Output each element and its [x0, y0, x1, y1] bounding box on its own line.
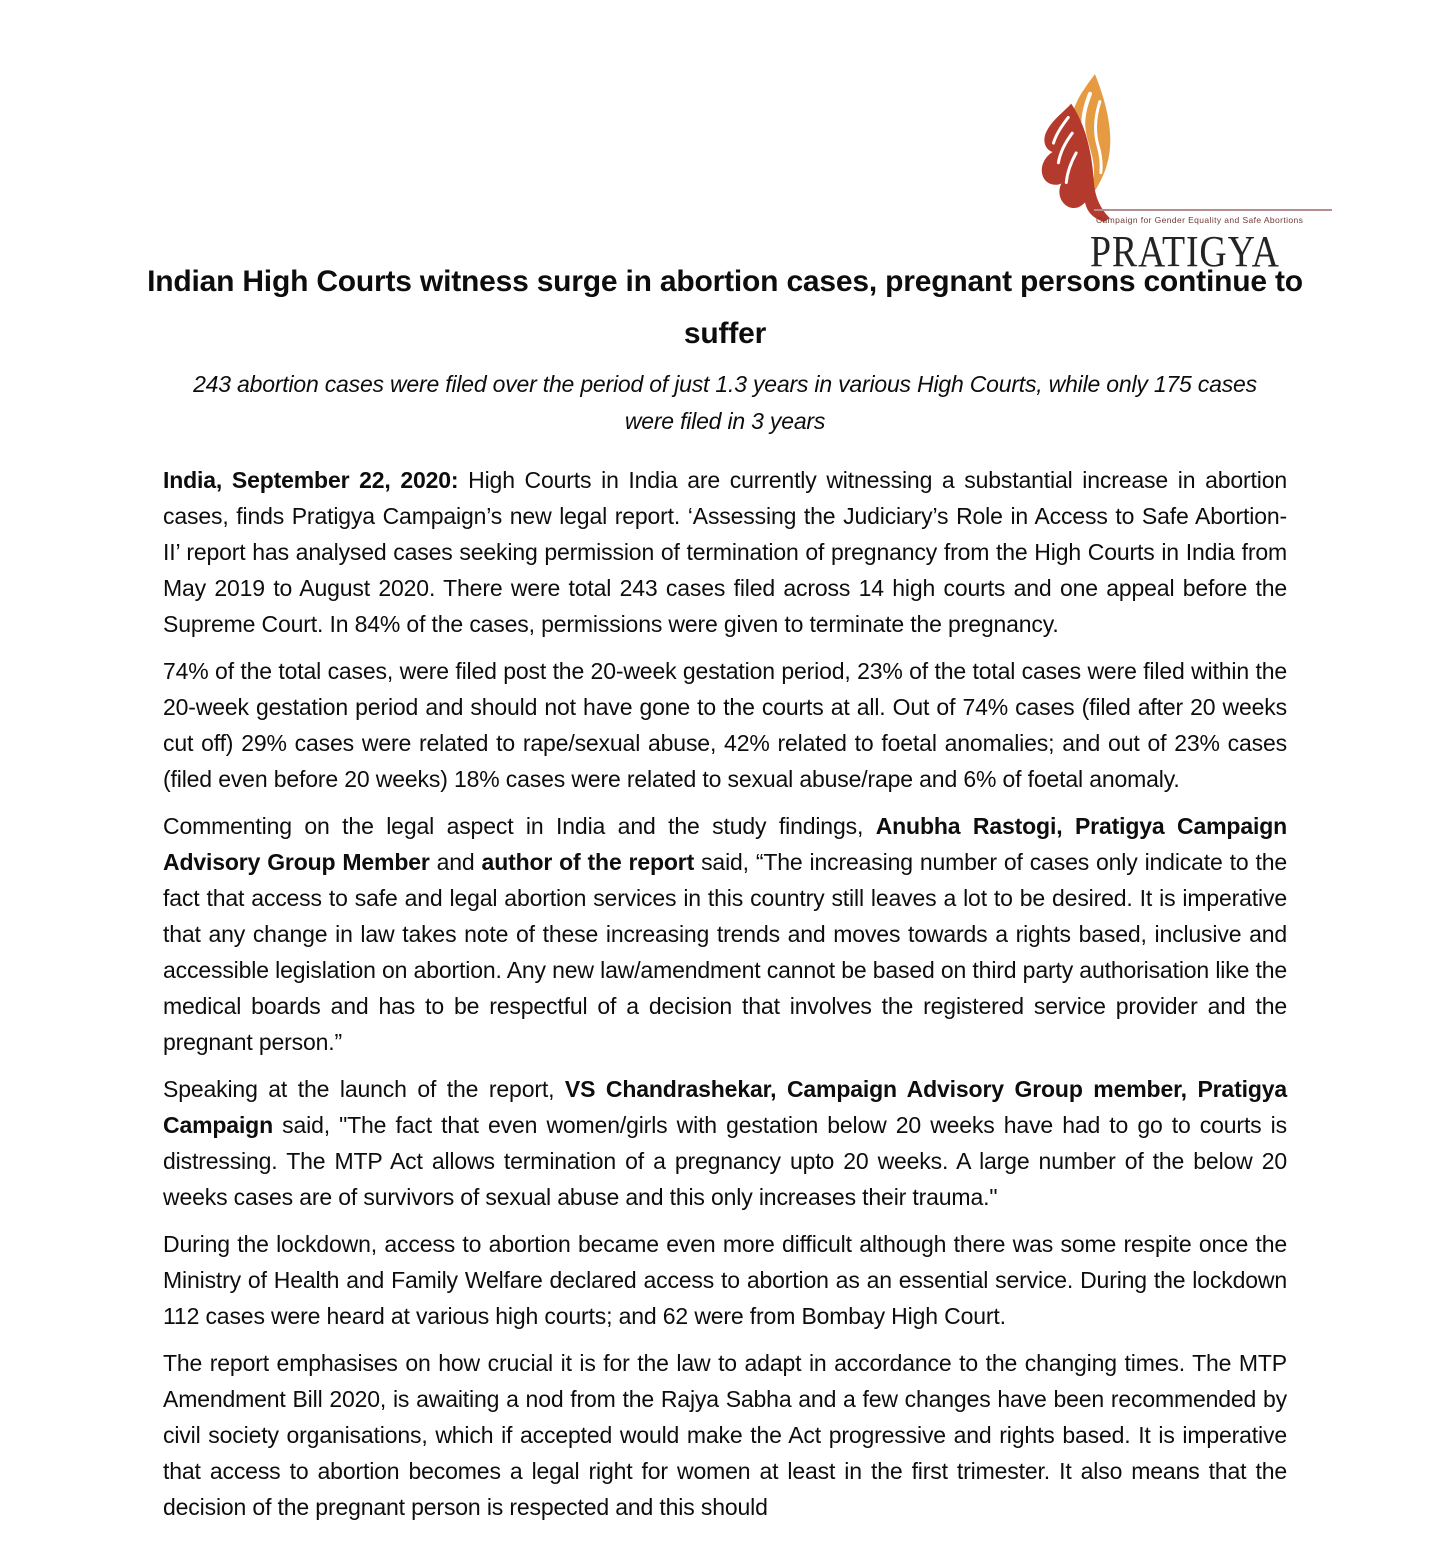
body-paragraph: During the lockdown, access to abortion became even more difficult although there was some respite once the Ministry of Health and Family Welfare declared access to abortion as an essential service. During the lockdown 112 cases were heard at various high courts; and 62 were from Bombay High Court. [163, 1231, 1287, 1329]
body-paragraph: 74% of the total cases, were filed post the 20-week gestation period, 23% of the total cases were filed within the 20-week gestation period and should not have gone to the courts at all. Out of 74% cases (filed after 20 weeks cut off) 29% cases were related to rape/sexual abuse, 42% related to foetal anomalies; and out of 23% cases (filed even before 20 weeks) 18% cases were related to sexual abuse/rape and 6% of foetal anomaly. [163, 658, 1287, 792]
body-paragraph: Speaking at the launch of the report, VS Chandrashekar, Campaign Advisory Group member, Pratigya Campaign said, "The fact that even women/girls with gestation below 20 weeks have had to go to courts is distressing. The MTP Act allows termination of a pregnancy upto 20 weeks. A large number of the below 20 weeks cases are of survivors of sexual abuse and this only increases their trauma." [163, 1076, 1288, 1210]
headline-block [0, 256, 1450, 440]
body-paragraph: Commenting on the legal aspect in India and the study findings, Anubha Rastogi, Pratigya Campaign Advisory Group Member and author of the report said, “The increasing number of cases only indicate to the fact that access to safe and legal abortion services in this country still leaves a lot to be desired. It is imperative that any change in law takes note of these increasing trends and moves towards a rights based, inclusive and accessible legislation on abortion. Any new law/amendment cannot be based on third party authorisation like the medical boards and has to be respectful of a decision that involves the registered service provider and the pregnant person.” [163, 813, 1287, 1055]
body-text [163, 462, 1287, 1536]
brand-tagline: Campaign for Gender Equality and Safe Abortions [1096, 215, 1304, 225]
pratigya-logo [1038, 72, 1308, 276]
brand-wordmark: PRATIGYA [1090, 227, 1280, 276]
page-title: Indian High Courts witness surge in abortion cases, pregnant persons continue to suffer [147, 265, 1303, 350]
body-paragraph: The report emphasises on how crucial it is for the law to adapt in accordance to the changing times. The MTP Amendment Bill 2020, is awaiting a nod from the Rajya Sabha and a few changes have been recommended by civil society organisations, which if accepted would make the Act progressive and rights based. It is imperative that access to abortion becomes a legal right for women at least in the first trimester. It also means that the decision of the pregnant person is respected and this should [163, 1350, 1287, 1520]
flame-logo-icon [1038, 74, 1138, 222]
body-paragraph: India, September 22, 2020: High Courts in India are currently witnessing a substantial increase in abortion cases, finds Pratigya Campaign’s new legal report. ‘Assessing the Judiciary’s Role in Access to Safe Abortion- II’ report has analysed cases seeking permission of termination of pregnancy from the High Courts in India from May 2019 to August 2020. There were total 243 cases filed across 14 high courts and one appeal before the Supreme Court. In 84% of the cases, permissions were given to terminate the pregnancy. [163, 467, 1287, 637]
page-subtitle: 243 abortion cases were filed over the period of just 1.3 years in various High Courts, while only 175 cases were filed in 3 years [193, 371, 1257, 434]
brand-underline [1094, 209, 1332, 211]
